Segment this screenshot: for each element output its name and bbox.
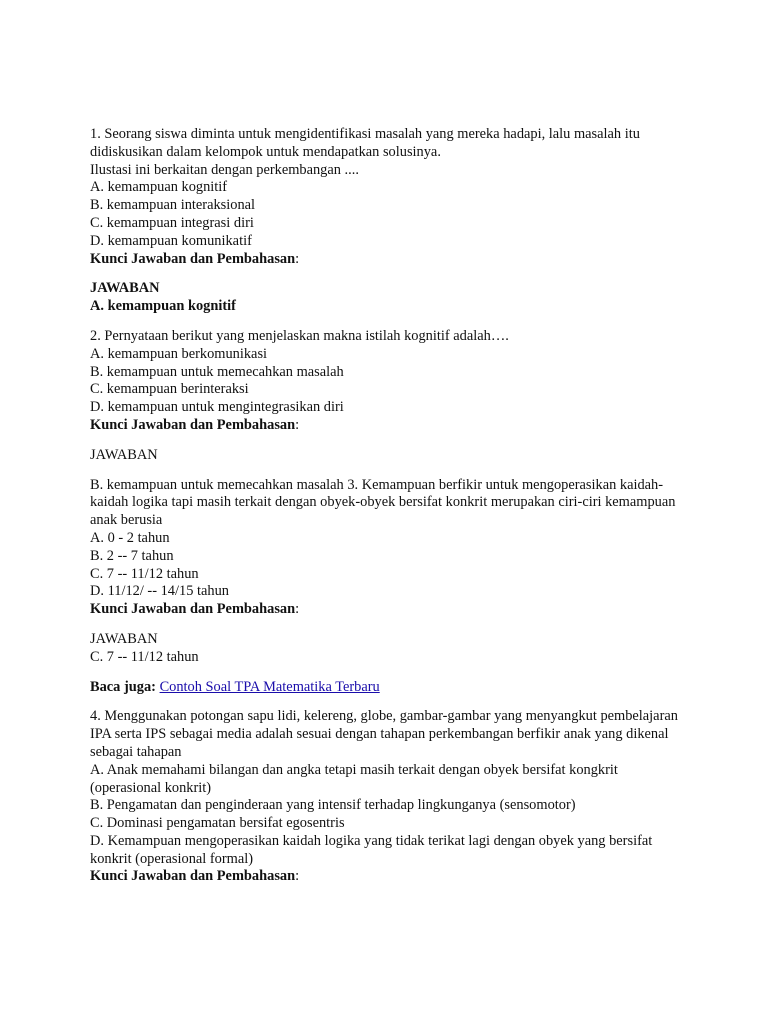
question-4-option-a: A. Anak memahami bilangan dan angka tetapi masih terkait dengan obyek bersifat kongkrit (operasional konkrit)	[90, 761, 618, 796]
question-2-option-d: D. kemampuan untuk mengintegrasikan diri	[90, 399, 344, 416]
question-1-option-d: D. kemampuan komunikatif	[90, 232, 252, 249]
see-also-label: Baca juga:	[90, 678, 156, 695]
question-4-key-colon: :	[295, 868, 300, 885]
question-1-option-b: B. kemampuan interaksional	[90, 197, 256, 214]
question-3-key-colon: :	[295, 601, 300, 618]
question-2-key-heading	[90, 417, 690, 435]
question-4-key-heading	[90, 868, 690, 886]
question-4-stem: 4. Menggunakan potongan sapu lidi, kelereng, globe, gambar-gambar yang menyangkut pembelajaran IPA serta IPS sebagai media adalah sesuai dengan tahapan perkembangan berfikir anak yang dikenal sebagai tahapan	[90, 708, 678, 760]
question-3-option-d: D. 11/12/ -- 14/15 tahun	[90, 583, 229, 600]
question-2-option-c: C. kemampuan berinteraksi	[90, 381, 249, 398]
question-1-answer: A. kemampuan kognitif	[90, 298, 236, 315]
question-1-key-label: Kunci Jawaban dan Pembahasan	[90, 250, 296, 267]
question-3-answer-label: JAWABAN	[90, 630, 158, 647]
question-3-stem: B. kemampuan untuk memecahkan masalah 3. Kemampuan berfikir untuk mengoperasikan kaidah-kaidah logika tapi masih terkait dengan obyek-obyek bersifat konkrit merupakan ciri-ciri kemampuan anak berusia	[90, 476, 676, 529]
question-1-option-c: C. kemampuan integrasi diri	[90, 214, 254, 231]
document-body	[90, 126, 690, 886]
question-4-option-c: C. Dominasi pengamatan bersifat egosentris	[90, 815, 345, 832]
see-also	[90, 679, 690, 697]
question-2-stem: 2. Pernyataan berikut yang menjelaskan makna istilah kognitif adalah….	[90, 327, 509, 344]
question-1-key-heading	[90, 251, 690, 269]
question-2-key-label: Kunci Jawaban dan Pembahasan	[90, 416, 296, 433]
question-1-answer-label: JAWABAN	[90, 280, 160, 297]
question-3-option-b: B. 2 -- 7 tahun	[90, 547, 174, 564]
question-3-option-a: A. 0 - 2 tahun	[90, 529, 170, 546]
question-2-key-colon: :	[295, 416, 300, 433]
see-also-link[interactable]: Contoh Soal TPA Matematika Terbaru	[159, 678, 380, 695]
question-2-option-b: B. kemampuan untuk memecahkan masalah	[90, 363, 344, 380]
question-2-answer-label: JAWABAN	[90, 446, 158, 463]
question-1-stem: 1. Seorang siswa diminta untuk mengidentifikasi masalah yang mereka hadapi, lalu masalah itu didiskusikan dalam kelompok untuk mendapatkan solusinya.	[90, 126, 640, 160]
question-3-option-c: C. 7 -- 11/12 tahun	[90, 565, 199, 582]
question-3-answer: C. 7 -- 11/12 tahun	[90, 648, 199, 665]
question-3-key-heading	[90, 601, 690, 619]
question-3-key-label: Kunci Jawaban dan Pembahasan	[90, 601, 296, 618]
question-2-option-a: A. kemampuan berkomunikasi	[90, 345, 268, 362]
question-4-option-b: B. Pengamatan dan penginderaan yang intensif terhadap lingkunganya (sensomotor)	[90, 797, 576, 814]
question-1-option-a: A. kemampuan kognitif	[90, 179, 228, 196]
question-4-option-d: D. Kemampuan mengoperasikan kaidah logika yang tidak terikat lagi dengan obyek yang bersifat konkrit (operasional formal)	[90, 832, 653, 867]
question-1-key-colon: :	[295, 250, 300, 267]
question-1-stem-continued: Ilustasi ini berkaitan dengan perkembangan ....	[90, 161, 359, 178]
question-4-key-label: Kunci Jawaban dan Pembahasan	[90, 868, 296, 885]
